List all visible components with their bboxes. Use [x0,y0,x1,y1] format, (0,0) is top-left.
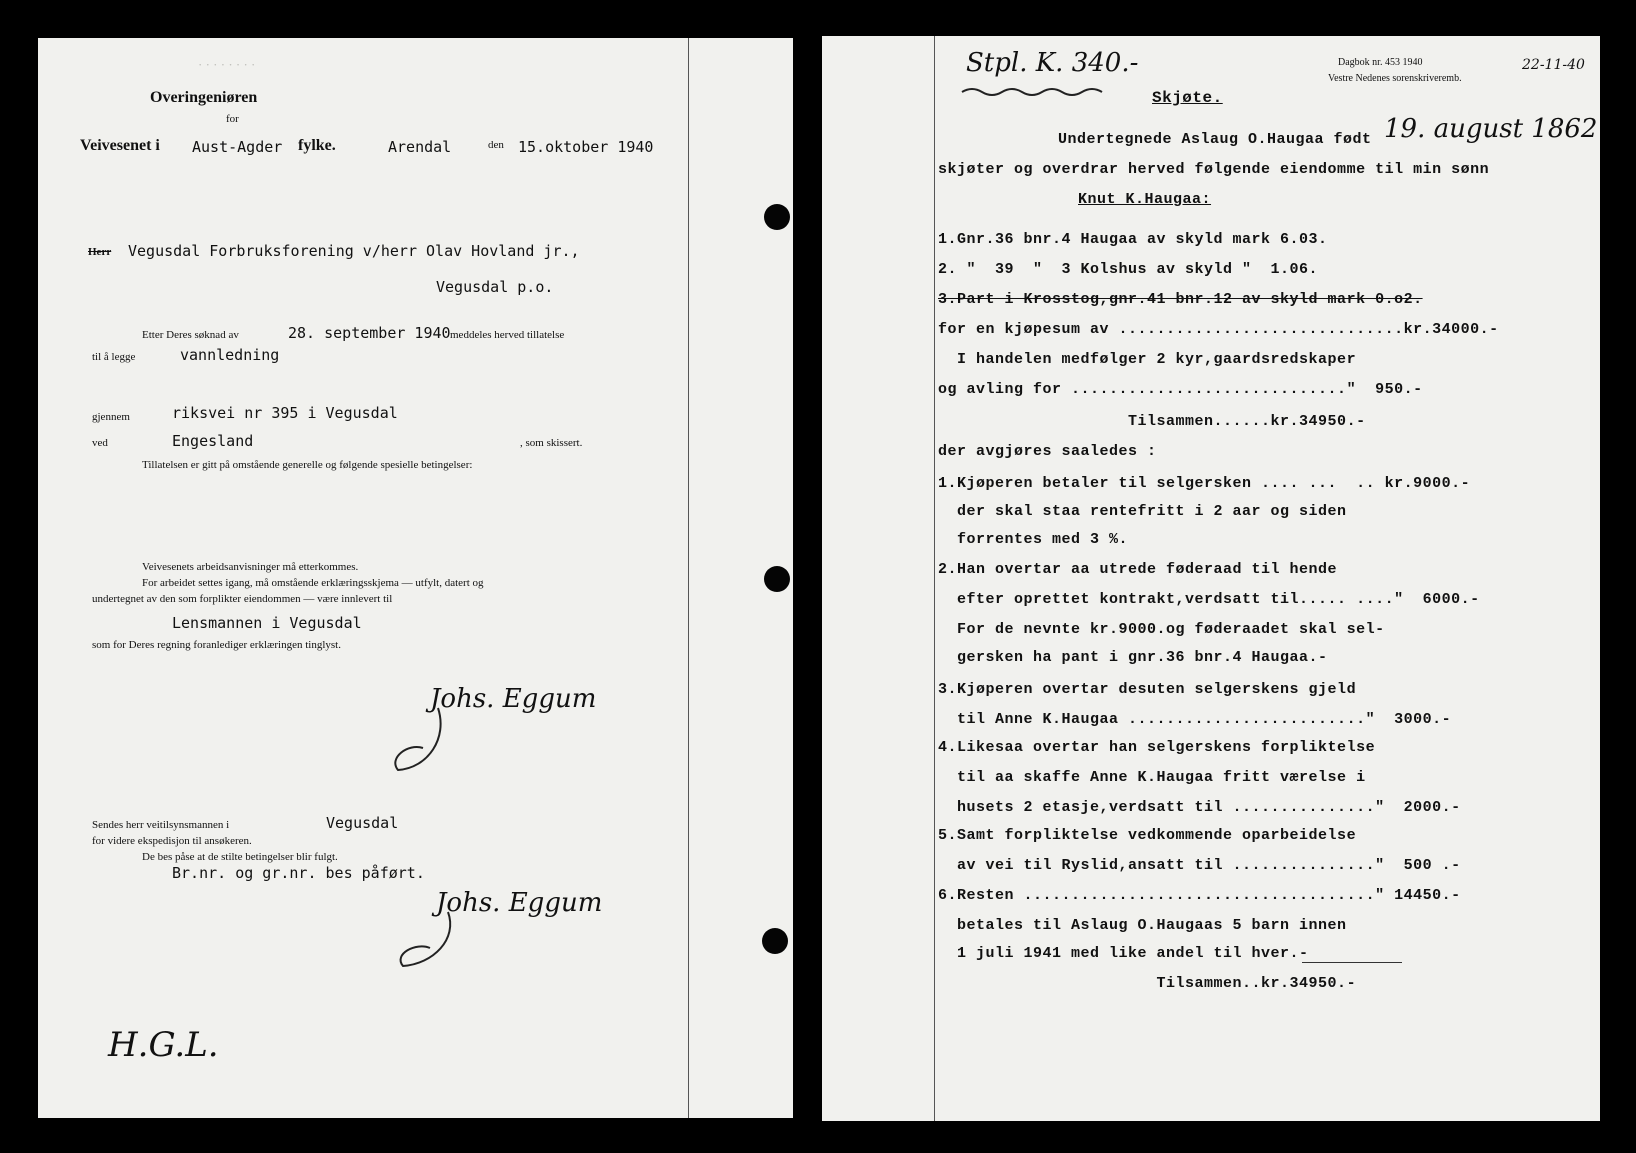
signature-1-flourish [378,698,458,778]
heading-fylke: fylke. [298,137,336,154]
deed-line: For de nevnte kr.9000.og føderaadet skal sel- [938,621,1385,638]
addressee: Vegusdal Forbruksforening v/herr Olav Hovland jr., [128,242,580,260]
letter-date: 15.oktober 1940 [518,138,654,156]
deed-line: til aa skaffe Anne K.Haugaa fritt værelse i [938,769,1366,786]
binder-hole [762,928,788,954]
brnr-note: Br.nr. og gr.nr. bes påført. [172,864,425,882]
lensmann: Lensmannen i Vegusdal [172,614,362,632]
deed-line: 4.Likesaa overtar han selgerskens forpliktelse [938,739,1376,756]
deed-line: 1.Gnr.36 bnr.4 Haugaa av skyld mark 6.03. [938,231,1328,248]
left-page [38,38,793,1118]
faint-bleedthrough-text: · · · · · · · · [198,57,256,72]
application-date: 28. september 1940 [288,324,451,342]
place: Arendal [388,138,452,156]
sendes-line-2: for videre ekspedisjon til ansøkeren. [92,835,252,847]
work-instruction-1: Veivesenets arbeidsanvisninger må etterkommes. [142,561,359,573]
sendes-place: Vegusdal [326,814,399,832]
deed-line: Tilsammen......kr.34950.- [938,413,1366,430]
location: Engesland [172,432,254,450]
addressee-prefix: Herr [88,246,112,258]
signature-1: Johs. Eggum [430,684,597,714]
deed-line: og avling for ............................." 950.- [938,381,1423,398]
deed-line: til Anne K.Haugaa ........................." 3000.- [938,711,1452,728]
deed-line: 1 juli 1941 med like andel til hver.- [938,945,1309,962]
den-label: den [488,139,504,151]
deed-line: gersken ha pant i gnr.36 bnr.4 Haugaa.- [938,649,1328,666]
heading-office: Overingeniøren [150,89,258,106]
deed-line: 3.Kjøperen overtar desuten selgerskens gjeld [938,681,1357,698]
handwritten-initials: H.G.L. [108,1025,219,1065]
permit-subject: vannledning [180,346,280,364]
county: Aust-Agder [192,138,283,156]
gjennem-label: gjennem [92,411,130,423]
dagbok-number: Dagbok nr. 453 1940 [1338,57,1423,68]
deed-line: efter oprettet kontrakt,verdsatt til..... ...." 6000.- [938,591,1480,608]
etter-label: Etter Deres søknad av [142,329,239,341]
conditions-text: Tillatelsen er gitt på omstående generelle og følgende spesielle betingelser: [142,459,473,471]
deed-line: 5.Samt forpliktelse vedkommende oparbeidelse [938,827,1357,844]
court-office: Vestre Nedenes sorenskriveremb. [1328,73,1462,84]
deed-line-struck: 3.Part i Krosstog,gnr.41 bnr.12 av skyld mark 0.o2. [938,291,1423,308]
binder-hole [764,204,790,230]
som-skissert: , som skissert. [520,437,583,449]
route: riksvei nr 395 i Vegusdal [172,404,398,422]
sendes-line-1: Sendes herr veitilsynsmannen i [92,819,230,831]
conveyance-line: skjøter og overdrar herved følgende eiendomme til min sønn [938,161,1490,178]
closing-rule [1302,962,1402,963]
heading-department: Veivesenet i [80,137,160,154]
left-page-margin-line [688,38,689,1118]
deed-line: for en kjøpesum av ..............................kr.34000.- [938,321,1499,338]
ved-label: ved [92,437,108,449]
work-instruction-3: undertegnet av den som forplikter eiendommen — være innlevert til [92,593,393,605]
right-page-margin-line [934,36,935,1121]
deed-total: Tilsammen..kr.34950.- [938,975,1357,992]
deed-line: der avgjøres saaledes : [938,443,1157,460]
binder-hole [764,566,790,592]
right-page [822,36,1600,1121]
grantor-line: Undertegnede Aslaug O.Haugaa født [1058,131,1372,148]
sendes-line-3: De bes påse at de stilte betingelser blir fulgt. [142,851,338,863]
deed-line: 6.Resten ....................................." 14450.- [938,887,1461,904]
deed-line: husets 2 etasje,verdsatt til ..............." 2000.- [938,799,1461,816]
deed-line: 1.Kjøperen betaler til selgersken .... ... .. kr.9000.- [938,475,1471,492]
address-line-2: Vegusdal p.o. [436,278,554,296]
tinglyst-text: som for Deres regning foranlediger erklæringen tinglyst. [92,639,341,651]
signature-2-flourish [388,904,468,974]
deed-line: forrentes med 3 %. [938,531,1129,548]
meddeles-label: meddeles herved tillatelse [450,329,565,341]
deed-line: betales til Aslaug O.Haugaas 5 barn innen [938,917,1347,934]
til-a-legge-label: til å legge [92,351,136,363]
deed-line: I handelen medfølger 2 kyr,gaardsredskaper [938,351,1357,368]
document-title: Skjøte. [1152,89,1223,107]
grantee: Knut K.Haugaa: [1078,191,1212,208]
work-instruction-2: For arbeidet settes igang, må omstående erklæringsskjema — utfylt, datert og [142,577,484,589]
heading-for: for [226,113,239,125]
deed-line: av vei til Ryslid,ansatt til ..............." 500 .- [938,857,1461,874]
reference-underline [962,86,1102,100]
signature-2: Johs. Eggum [436,888,603,918]
deed-line: 2. " 39 " 3 Kolshus av skyld " 1.06. [938,261,1319,278]
deed-line: der skal staa rentefritt i 2 aar og siden [938,503,1347,520]
stamp-date: 22-11-40 [1522,57,1585,73]
birth-date: 19. august 1862 [1384,114,1598,144]
stamp-reference: Stpl. K. 340.- [966,48,1139,78]
deed-line: 2.Han overtar aa utrede føderaad til hende [938,561,1338,578]
